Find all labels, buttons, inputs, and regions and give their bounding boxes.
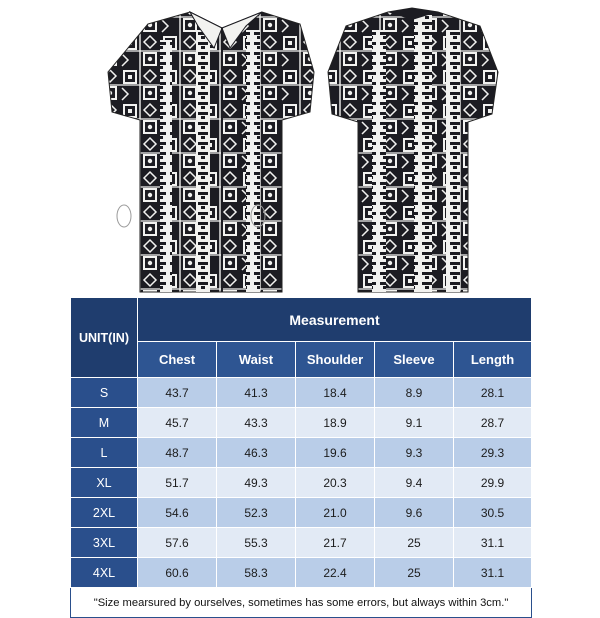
table-row bbox=[71, 528, 532, 558]
cell-chest: 51.7 bbox=[138, 468, 217, 498]
cell-shoulder: 21.0 bbox=[296, 498, 375, 528]
cell-length: 28.7 bbox=[454, 408, 532, 438]
cell-chest: 48.7 bbox=[138, 438, 217, 468]
cell-waist: 49.3 bbox=[217, 468, 296, 498]
cell-sleeve: 9.4 bbox=[375, 468, 454, 498]
shirt-back bbox=[328, 8, 498, 292]
cell-length: 28.1 bbox=[454, 378, 532, 408]
cell-waist: 58.3 bbox=[217, 558, 296, 588]
table-row bbox=[71, 378, 532, 408]
cell-shoulder: 20.3 bbox=[296, 468, 375, 498]
header-row-columns bbox=[71, 342, 532, 378]
cell-waist: 52.3 bbox=[217, 498, 296, 528]
size-label: S bbox=[71, 378, 138, 408]
cell-sleeve: 8.9 bbox=[375, 378, 454, 408]
cell-shoulder: 18.9 bbox=[296, 408, 375, 438]
column-header-sleeve: Sleeve bbox=[375, 342, 454, 378]
cell-shoulder: 22.4 bbox=[296, 558, 375, 588]
note-row bbox=[71, 588, 532, 618]
cell-length: 31.1 bbox=[454, 558, 532, 588]
cell-sleeve: 9.3 bbox=[375, 438, 454, 468]
size-label: 2XL bbox=[71, 498, 138, 528]
cell-chest: 57.6 bbox=[138, 528, 217, 558]
unit-header: UNIT(IN) bbox=[71, 298, 138, 378]
cell-chest: 43.7 bbox=[138, 378, 217, 408]
column-header-chest: Chest bbox=[138, 342, 217, 378]
cell-waist: 43.3 bbox=[217, 408, 296, 438]
measurement-header: Measurement bbox=[138, 298, 532, 342]
cell-length: 31.1 bbox=[454, 528, 532, 558]
column-header-length: Length bbox=[454, 342, 532, 378]
size-label: 4XL bbox=[71, 558, 138, 588]
cell-shoulder: 21.7 bbox=[296, 528, 375, 558]
table-row bbox=[71, 438, 532, 468]
table-row bbox=[71, 468, 532, 498]
measurement-note: "Size mearsured by ourselves, sometimes has some errors, but always within 3cm." bbox=[71, 588, 532, 618]
cell-chest: 45.7 bbox=[138, 408, 217, 438]
column-header-shoulder: Shoulder bbox=[296, 342, 375, 378]
cell-sleeve: 9.6 bbox=[375, 498, 454, 528]
size-label: M bbox=[71, 408, 138, 438]
cell-length: 29.3 bbox=[454, 438, 532, 468]
header-row-group bbox=[71, 298, 532, 342]
cell-chest: 60.6 bbox=[138, 558, 217, 588]
size-label: XL bbox=[71, 468, 138, 498]
size-label: L bbox=[71, 438, 138, 468]
table-row bbox=[71, 408, 532, 438]
cell-sleeve: 25 bbox=[375, 558, 454, 588]
shirt-illustrations bbox=[0, 0, 600, 296]
cell-shoulder: 18.4 bbox=[296, 378, 375, 408]
shirt-front bbox=[108, 12, 314, 292]
cell-length: 30.5 bbox=[454, 498, 532, 528]
product-images bbox=[0, 0, 600, 296]
column-header-waist: Waist bbox=[217, 342, 296, 378]
cell-sleeve: 9.1 bbox=[375, 408, 454, 438]
cell-chest: 54.6 bbox=[138, 498, 217, 528]
cell-waist: 41.3 bbox=[217, 378, 296, 408]
size-chart-table bbox=[70, 297, 532, 618]
cell-shoulder: 19.6 bbox=[296, 438, 375, 468]
table-row bbox=[71, 558, 532, 588]
cell-length: 29.9 bbox=[454, 468, 532, 498]
cell-waist: 55.3 bbox=[217, 528, 296, 558]
table-row bbox=[71, 498, 532, 528]
cell-sleeve: 25 bbox=[375, 528, 454, 558]
cell-waist: 46.3 bbox=[217, 438, 296, 468]
size-label: 3XL bbox=[71, 528, 138, 558]
